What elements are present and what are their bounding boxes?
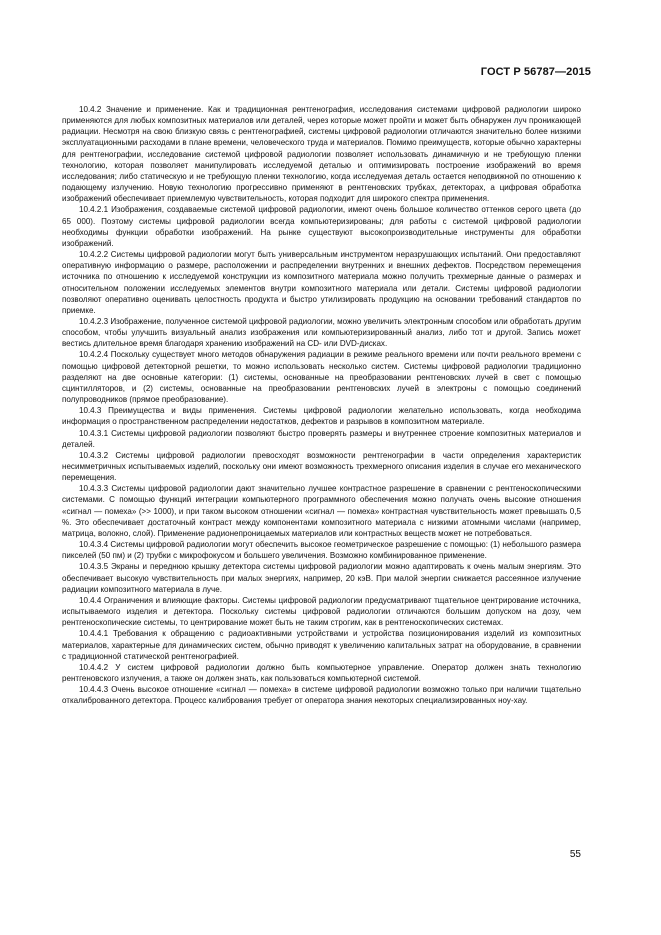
paragraph: 10.4.4 Ограничения и влияющие факторы. Системы цифровой радиологии предусматривают тщательное центрирование источника, испытываемого изделия и детектора. Поскольку системы цифровой радиологии отличаются большим допуском на дозу, чем рентгеноскопические системы, то центрирование может быть не таким строгим, как в рентгеноскопических системах. xyxy=(62,595,581,628)
paragraph: 10.4.3.2 Системы цифровой радиологии превосходят возможности рентгенографии в части определения характеристик несимметричных испытываемых изделий, поскольку они имеют возможность трехмерного описания изделия в случае его механического перемещения. xyxy=(62,450,581,483)
paragraph: 10.4.3.4 Системы цифровой радиологии могут обеспечить высокое геометрическое разрешение с помощью: (1) небольшого размера пикселей (50 пм) и (2) трубки с микрофокусом и большего увеличения. Возможно комбинированное применение. xyxy=(62,540,581,561)
paragraph: 10.4.3 Преимущества и виды применения. Системы цифровой радиологии желательно использовать, когда необходима информация о пространственном распределении недостатков, дефектов и разрывов в композитном материале. xyxy=(62,406,581,427)
paragraph: 10.4.2.3 Изображение, полученное системой цифровой радиологии, можно увеличить электронным способом или обработать другим способом, чтобы улучшить визуальный анализ изображения или компьютеризированный анализ, либо тот и другой. Запись может вестись длительное время благодаря хранению изображений на CD- или DVD-дисках. xyxy=(62,316,581,349)
page-number: 55 xyxy=(569,849,581,860)
paragraph: 10.4.2.1 Изображения, создаваемые системой цифровой радиологии, имеют очень большое количество оттенков серого цвета (до 65 000). Поэтому системы цифровой радиологии всегда компьютеризированы; для работы с системой цифровой радиологии необходимы функции обработки изображений. На рынке существуют высокопроизводительные инструменты для обработки изображений. xyxy=(62,205,581,248)
document-body xyxy=(62,104,581,706)
standard-designation: ГОСТ Р 56787—2015 xyxy=(480,66,591,78)
paragraph: 10.4.3.5 Экраны и переднюю крышку детектора системы цифровой радиологии можно адаптировать к очень малым энергиям. Это обеспечивает высокую чувствительность при малых энергиях, например, 20 кэВ. При малой энергии снижается рассеянное излучение радиации композитного материала в луче. xyxy=(62,562,581,594)
paragraph: 10.4.2.2 Системы цифровой радиологии могут быть универсальным инструментом неразрушающих испытаний. Они предоставляют оперативную информацию о размере, расположении и распределении внутренних и внешних дефектов. Посредством перемещения источника по отношению к исследуемой конструкции из композитного материала можно получить трехмерные данные о размерах и относительном положении исследуемых элементов внутри композитного материала или детали. Системы цифровой радиологии позволяют оперативно оценивать целостность продукта и быстро утилизировать продукцию на основании требований стандартов по приемке. xyxy=(62,250,581,315)
paragraph: 10.4.2 Значение и применение. Как и традиционная рентгенография, исследования системами цифровой радиологии широко применяются для любых композитных материалов или деталей, через которые может пройти и может быть обнаружен луч проникающей радиации. Несмотря на свою близкую связь с рентгенографией, системы цифровой радиологии отличаются значительно более низкими эксплуатационными расходами в плане времени, человеческого труда и материалов. Помимо преимуществ, которые обычно характерны для рентгенографии, исследование системой цифровой радиологии позволяет использовать динамичную и не требующую пленки технологию, которая позволяет манипулировать исследуемой деталью и оптимизировать построение изображений во время исследования; либо статическую и не требующую пленки технологию, когда исследуемая деталь остается неподвижной по отношению к подающему излучению. Новую технологию прогрессивно применяют в рентгеновских трубках, детекторах, а цифровая обработка изображений обеспечивает приемлемую чувствительность, которая подходит для широкого спектра применения. xyxy=(62,105,581,204)
paragraph: 10.4.4.1 Требования к обращению с радиоактивными устройствами и устройства позиционирования изделий из композитных материалов, характерные для динамических систем, обычно приводят к увеличению капитальных затрат на оборудование, в сравнении с традиционной статической рентгенографией. xyxy=(62,629,581,661)
paragraph: 10.4.3.3 Системы цифровой радиологии дают значительно лучшее контрастное разрешение в сравнении с рентгеноскопическими системами. С помощью функций интеграции компьютерного программного обеспечения можно получать очень высокие отношения «сигнал — помеха» (>> 1000), и при таком высоком отношении «сигнал — помеха» контрастная чувствительность может превышать 0,5 %. Это обеспечивает достаточный контраст между компонентами композитного материала с низкими атомными числами (например, матрица, волокно, слой). Применение радионепроницаемых материалов или контрастных веществ может не потребоваться. xyxy=(62,484,581,538)
paragraph: 10.4.4.3 Очень высокое отношение «сигнал — помеха» в системе цифровой радиологии возможно только при наличии тщательно откалиброванного детектора. Процесс калибрования требует от оператора знания некоторых специализированных ноу-хау. xyxy=(62,685,581,706)
paragraph: 10.4.2.4 Поскольку существует много методов обнаружения радиации в режиме реального времени или почти реального времени с помощью цифровой детекторной решетки, то можно использовать несколько систем. Системы цифровой радиологии традиционно разделяют на две основные категории: (1) системы, основанные на преобразовании рентгеновских лучей в свет с помощью сцинтилляторов, и (2) системы, основанные на преобразовании рентгеновских лучей в электроны с помощью соединений полупроводников (прямое преобразование). xyxy=(62,350,581,405)
paragraph: 10.4.3.1 Системы цифровой радиологии позволяют быстро проверять размеры и внутреннее строение композитных материалов и деталей. xyxy=(62,428,581,449)
paragraph: 10.4.4.2 У систем цифровой радиологии должно быть компьютерное управление. Оператор должен знать технологию рентгеновского излучения, а также он должен знать, как пользоваться компьютерной системой. xyxy=(62,662,581,683)
